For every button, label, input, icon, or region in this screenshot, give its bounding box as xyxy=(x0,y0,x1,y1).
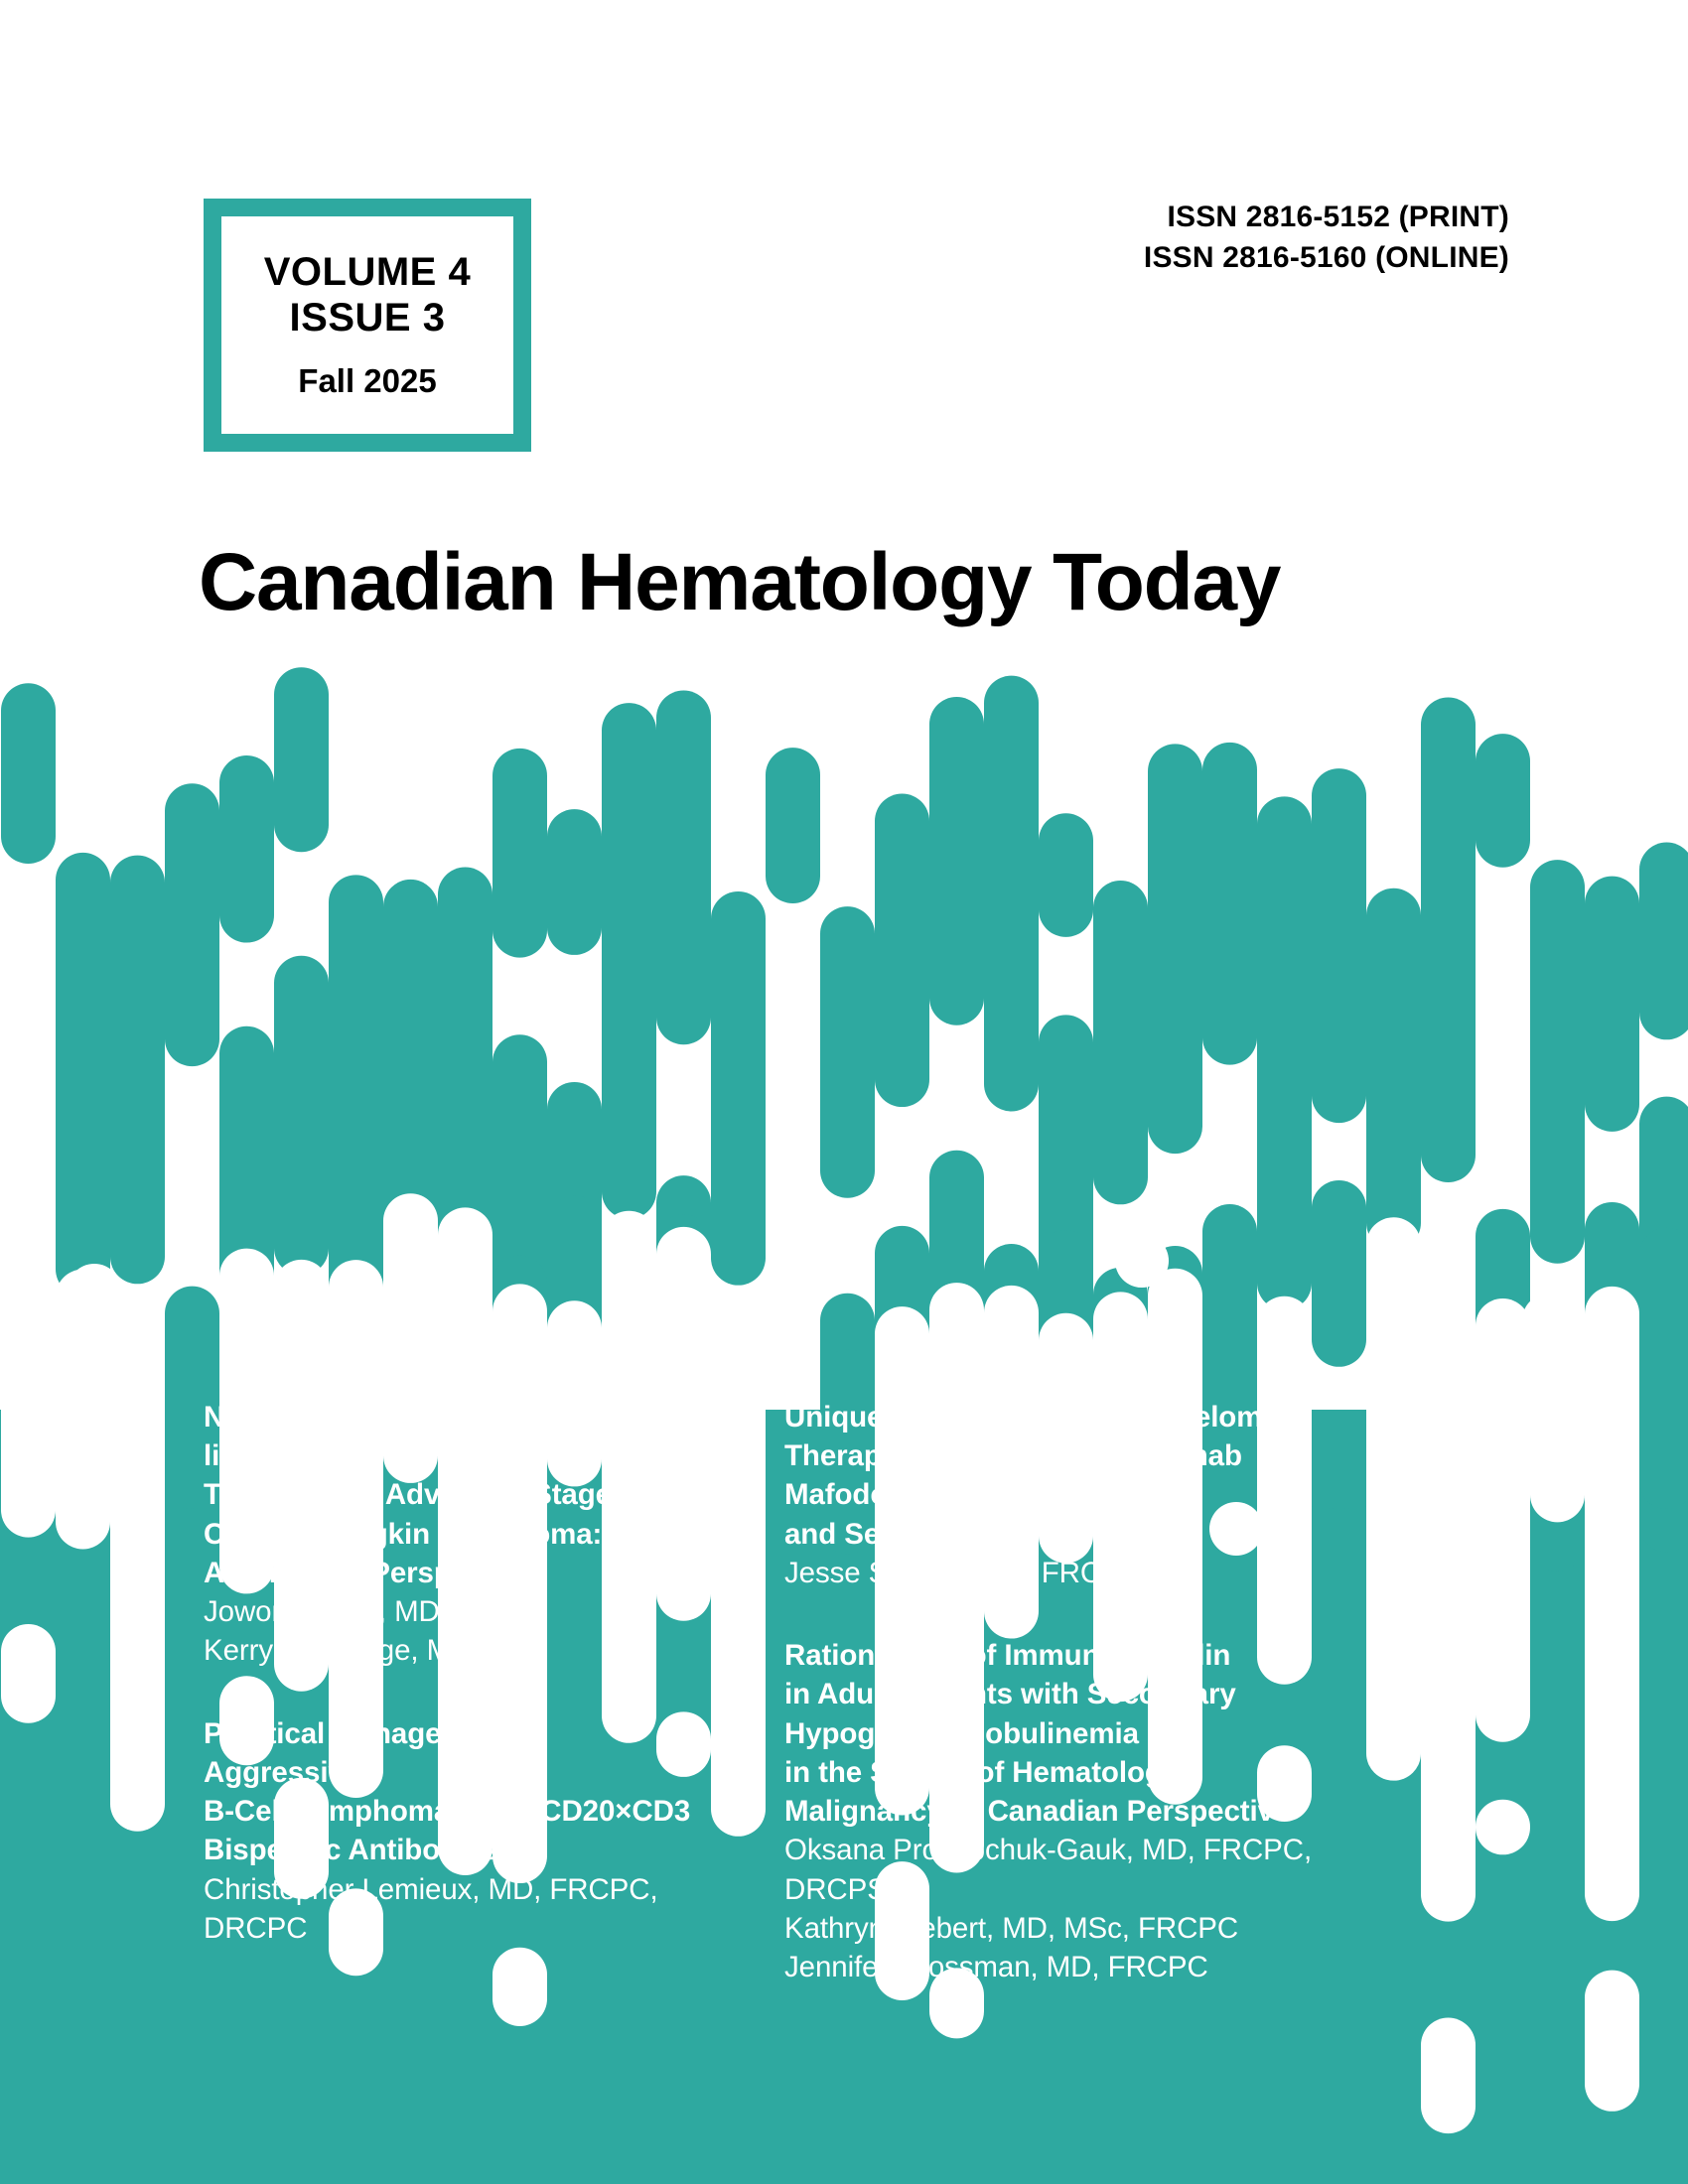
volume-label: VOLUME 4 xyxy=(263,250,472,295)
pattern-capsule-teal xyxy=(219,755,274,943)
article-entry[interactable] xyxy=(204,1714,695,1948)
issn-print: ISSN 2816-5152 (PRINT) xyxy=(1167,201,1509,233)
pattern-capsule-teal xyxy=(656,690,711,1044)
article-title-line: Rational Use of Immunoglobulin xyxy=(784,1639,1231,1673)
article-author: Jesse Shustik, MD, FRCPC xyxy=(784,1556,1142,1589)
pattern-capsule-teal xyxy=(820,906,875,1198)
article-author: Jennifer Grossman, MD, FRCPC xyxy=(784,1951,1208,1984)
article-title-line: New Developments in the Front-line xyxy=(204,1401,648,1473)
article-title-line: in Adult Patients with Secondary xyxy=(784,1678,1236,1711)
pattern-capsule-teal xyxy=(1585,877,1639,1132)
article-author: Jowon L. Kim, MD xyxy=(204,1595,440,1629)
pattern-capsule-teal xyxy=(1530,860,1585,1264)
article-listing xyxy=(0,1398,1688,1986)
pattern-capsule-teal xyxy=(56,853,110,1297)
pattern-capsule-teal xyxy=(110,856,165,1285)
pattern-capsule-teal xyxy=(929,697,984,1025)
article-title-line: Hypogammaglobulinemia xyxy=(784,1716,1139,1750)
pattern-dot-white xyxy=(341,1303,394,1357)
article-author: Oksana Prokopchuk-Gauk, MD, FRCPC, xyxy=(784,1834,1313,1867)
pattern-dot-white xyxy=(1115,1234,1169,1288)
article-title-line: A Canadian Perspective xyxy=(204,1556,534,1589)
article-title-line: B-Cell Lymphomas with CD20×CD3 xyxy=(204,1795,691,1829)
article-title-line: Unique Toxicities of Novel Myeloma xyxy=(784,1401,1279,1433)
article-title-line: Classic Hodgkin Lymphoma: xyxy=(204,1517,603,1551)
article-title-line: Bispecific Antibodies xyxy=(204,1834,498,1867)
pattern-dot-white xyxy=(68,1264,121,1317)
pattern-capsule-teal xyxy=(1366,888,1421,1250)
pattern-capsule-teal xyxy=(1257,796,1312,1309)
article-title-line: Treatment of Advanced Stage xyxy=(204,1478,612,1512)
article-column-left xyxy=(0,1398,695,1986)
pattern-capsule-teal xyxy=(1312,768,1366,1123)
pattern-capsule-teal xyxy=(274,667,329,852)
pattern-capsule-white xyxy=(1585,1971,1639,2112)
pattern-capsule-teal xyxy=(274,956,329,1276)
issue-label: ISSUE 3 xyxy=(289,295,446,340)
volume-issue-box xyxy=(204,199,531,452)
pattern-capsule-teal xyxy=(602,703,656,1219)
pattern-capsule-teal xyxy=(984,676,1039,1112)
article-title-line: in the Setting of Hematologic xyxy=(784,1755,1188,1789)
pattern-dot-white xyxy=(1522,1294,1576,1347)
article-entry[interactable] xyxy=(784,1636,1450,1986)
article-entry[interactable] xyxy=(784,1398,1450,1592)
pattern-capsule-teal xyxy=(875,793,929,1107)
pattern-capsule-teal xyxy=(766,748,820,903)
article-author: Kerry J. Savage, MD xyxy=(204,1634,473,1668)
pattern-capsule-teal xyxy=(492,749,547,958)
article-title-line: and Selinexor xyxy=(784,1517,976,1551)
issn-block xyxy=(1144,197,1509,279)
pattern-capsule-white xyxy=(1421,2017,1476,2133)
pattern-capsule-teal xyxy=(1202,743,1257,1065)
pattern-capsule-teal xyxy=(1,683,56,864)
article-title-line: Malignancy: A Canadian Perspective xyxy=(784,1795,1291,1829)
article-column-right xyxy=(695,1398,1450,1986)
pattern-capsule-teal xyxy=(1639,843,1688,1040)
pattern-capsule-teal xyxy=(165,783,219,1066)
article-title-line: Therapies: Focus on Belantamab xyxy=(784,1439,1242,1473)
pattern-capsule-teal xyxy=(1421,698,1476,1183)
article-author: Kathryn Webert, MD, MSc, FRCPC xyxy=(784,1911,1239,1945)
article-author: Christopher Lemieux, MD, FRCPC, DRCPC xyxy=(204,1872,658,1945)
pattern-capsule-teal xyxy=(711,891,766,1286)
pattern-capsule-teal xyxy=(1093,881,1148,1204)
pattern-capsule-teal xyxy=(547,809,602,955)
pattern-capsule-teal xyxy=(1312,1180,1366,1367)
issn-online: ISSN 2816-5160 (ONLINE) xyxy=(1143,241,1509,275)
pattern-capsule-teal xyxy=(1148,744,1202,1154)
article-title-line: Mafodotin, Talquetamab, xyxy=(784,1478,1125,1512)
article-title-line: Practical Management of Aggressive xyxy=(204,1716,547,1789)
pattern-capsule-teal xyxy=(1039,813,1093,937)
journal-title: Canadian Hematology Today xyxy=(199,537,1281,627)
article-entry[interactable] xyxy=(204,1398,695,1671)
pattern-capsule-teal xyxy=(1476,734,1530,868)
season-label: Fall 2025 xyxy=(298,361,437,399)
pattern-dot-white xyxy=(777,1234,831,1288)
article-author: DRCPSC xyxy=(784,1872,908,1906)
